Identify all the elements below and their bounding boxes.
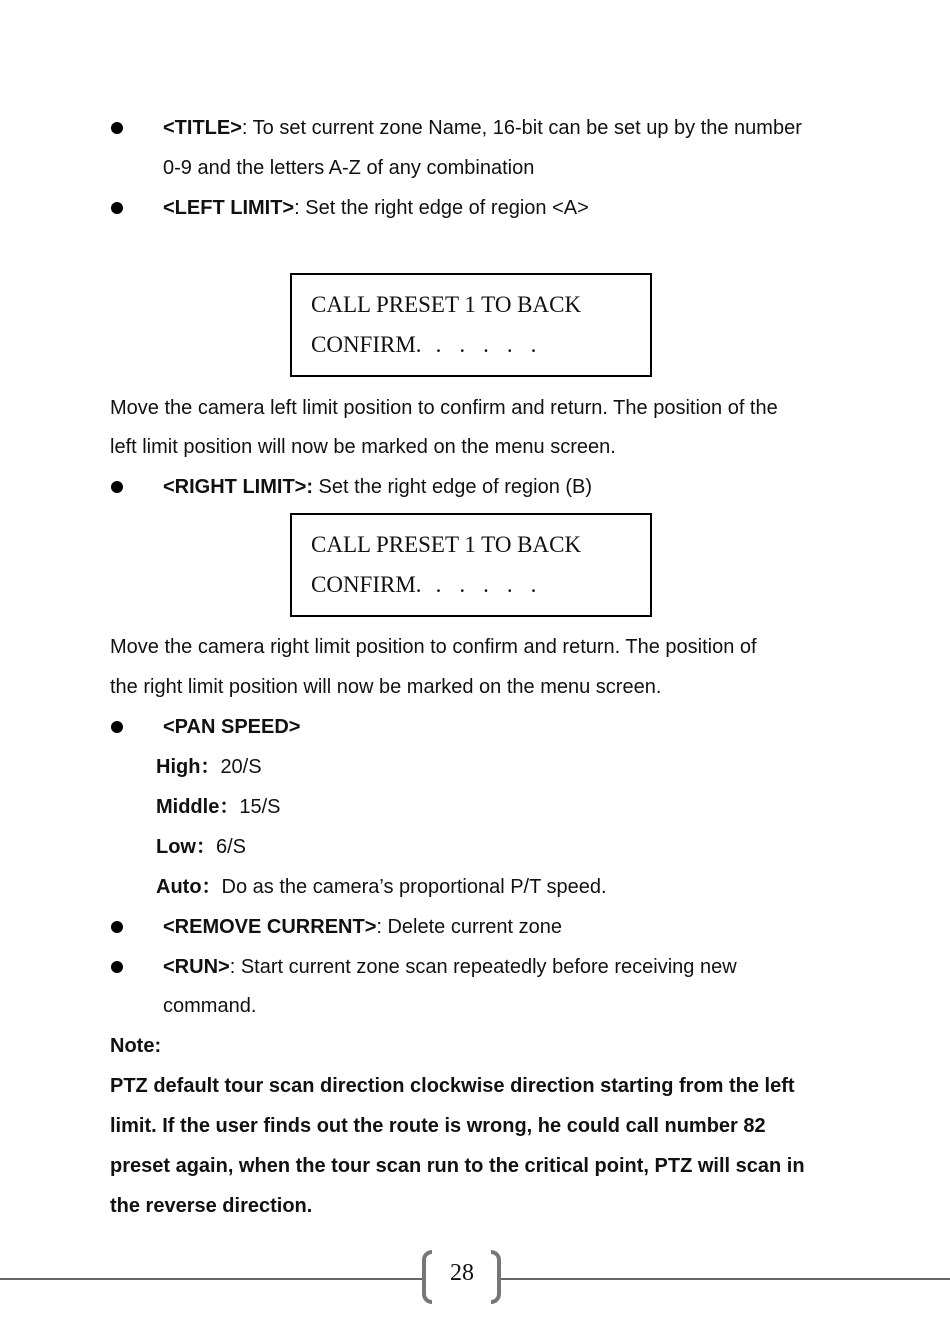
note-line: preset again, when the tour scan run to the critical point, PTZ will scan in — [110, 1155, 805, 1177]
speed-high-label: High： — [156, 756, 221, 778]
pan-speed-item — [163, 715, 300, 739]
title-text-cont: 0-9 and the letters A-Z of any combination — [163, 157, 535, 179]
paragraph-line: Move the camera left limit position to confirm and return. The position of the — [110, 397, 778, 419]
bullet-icon — [111, 721, 123, 733]
remove-current-item — [163, 915, 562, 939]
footer-rule-right — [501, 1278, 950, 1280]
speed-low — [156, 835, 246, 859]
page-number: 28 — [450, 1260, 474, 1286]
left-limit-text: : Set the right edge of region <A> — [294, 197, 589, 219]
speed-auto — [156, 875, 607, 899]
box-line-2 — [311, 332, 554, 358]
title-item — [163, 116, 802, 140]
box-line-2 — [311, 572, 554, 598]
paragraph-line: left limit position will now be marked on the menu screen. — [110, 436, 616, 458]
left-bracket-icon — [422, 1250, 432, 1304]
speed-auto-label: Auto： — [156, 876, 222, 898]
left-limit-item — [163, 196, 589, 220]
bullet-icon — [111, 202, 123, 214]
remove-current-tag: <REMOVE CURRENT> — [163, 916, 377, 938]
speed-high-value: 20/S — [220, 756, 262, 778]
speed-high — [156, 755, 262, 779]
menu-screen-box — [290, 513, 652, 617]
speed-middle-label: Middle： — [156, 796, 240, 818]
note-label: Note: — [110, 1035, 162, 1057]
right-limit-item — [163, 475, 592, 499]
speed-middle — [156, 795, 281, 819]
left-limit-tag: <LEFT LIMIT> — [163, 197, 295, 219]
menu-screen-box — [290, 273, 652, 377]
speed-middle-value: 15/S — [239, 796, 281, 818]
pan-speed-tag: <PAN SPEED> — [163, 716, 301, 738]
right-bracket-icon — [491, 1250, 501, 1304]
bullet-icon — [111, 122, 123, 134]
run-tag: <RUN> — [163, 956, 230, 978]
remove-current-text: : Delete current zone — [376, 916, 563, 938]
run-text: : Start current zone scan repeatedly before receiving new — [229, 956, 737, 978]
paragraph-line: the right limit position will now be marked on the menu screen. — [110, 676, 662, 698]
title-text: : To set current zone Name, 16-bit can be set up by the number — [241, 117, 802, 139]
bullet-icon — [111, 961, 123, 973]
title-tag: <TITLE> — [163, 117, 242, 139]
paragraph-line: Move the camera right limit position to confirm and return. The position of — [110, 636, 757, 658]
run-text-cont: command. — [163, 995, 257, 1017]
footer-rule-left — [0, 1278, 422, 1280]
box-confirm: CONFIRM. — [311, 332, 422, 357]
speed-auto-value: Do as the camera’s proportional P/T speed. — [221, 876, 607, 898]
speed-low-value: 6/S — [216, 836, 247, 858]
box-confirm: CONFIRM. — [311, 572, 422, 597]
note-line: the reverse direction. — [110, 1195, 313, 1217]
run-item — [163, 955, 737, 979]
box-line-1: CALL PRESET 1 TO BACK — [311, 292, 582, 317]
bullet-icon — [111, 921, 123, 933]
box-dots: ..... — [435, 572, 555, 597]
box-dots: ..... — [435, 332, 555, 357]
note-line: PTZ default tour scan direction clockwise direction starting from the left — [110, 1075, 795, 1097]
speed-low-label: Low： — [156, 836, 216, 858]
box-line-1: CALL PRESET 1 TO BACK — [311, 532, 582, 557]
note-line: limit. If the user finds out the route is wrong, he could call number 82 — [110, 1115, 766, 1137]
right-limit-tag: <RIGHT LIMIT>: — [163, 476, 313, 498]
right-limit-text: Set the right edge of region (B) — [313, 476, 593, 498]
bullet-icon — [111, 481, 123, 493]
